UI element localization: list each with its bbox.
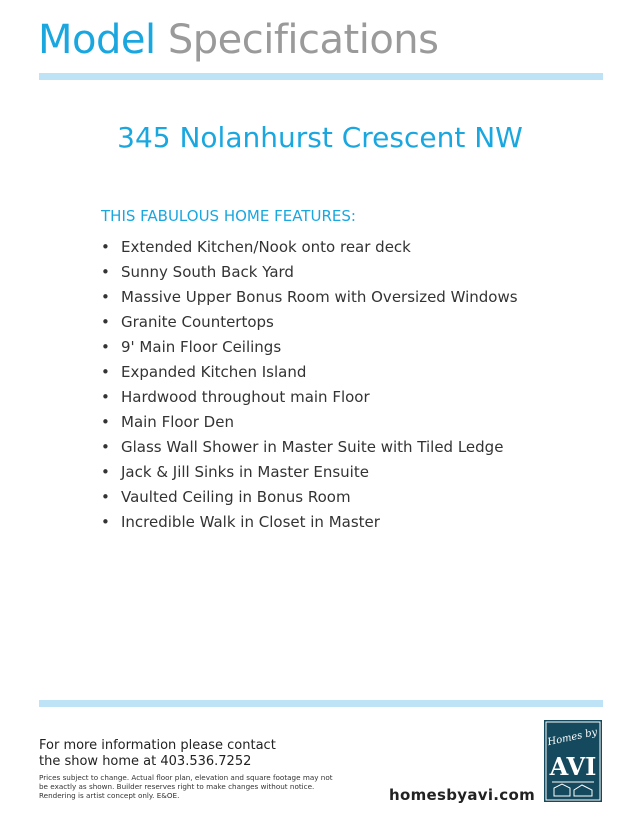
bullet-icon: •	[101, 513, 110, 531]
website-link[interactable]: homesbyavi.com	[389, 786, 535, 804]
logo-graphic	[544, 720, 602, 802]
feature-item	[101, 310, 518, 335]
contact-phone-line: the show home at 403.536.7252	[39, 754, 252, 769]
feature-text: Main Floor Den	[121, 413, 234, 431]
svg-text:Homes by: Homes by	[546, 726, 599, 749]
feature-item	[101, 285, 518, 310]
feature-item	[101, 385, 518, 410]
features-list	[101, 235, 518, 535]
bullet-icon: •	[101, 263, 110, 281]
contact-info	[39, 738, 276, 770]
property-address: 345 Nolanhurst Crescent NW	[117, 121, 523, 154]
feature-text: Massive Upper Bonus Room with Oversized Windows	[121, 288, 518, 306]
bullet-icon: •	[101, 238, 110, 256]
title-word-specifications: Specifications	[167, 17, 439, 63]
feature-item	[101, 335, 518, 360]
bullet-icon: •	[101, 363, 110, 381]
bullet-icon: •	[101, 338, 110, 356]
features-heading: THIS FABULOUS HOME FEATURES:	[101, 207, 356, 225]
feature-text: Glass Wall Shower in Master Suite with Tiled Ledge	[121, 438, 504, 456]
feature-item	[101, 260, 518, 285]
feature-item	[101, 410, 518, 435]
footer-divider	[39, 700, 603, 707]
bullet-icon: •	[101, 438, 110, 456]
disclaimer-text: Prices subject to change. Actual floor plan, elevation and square footage may not be exactly as shown. Builder reserves right to make changes without notice. Rendering is artist concept only. E&OE.	[39, 773, 333, 800]
feature-item	[101, 510, 518, 535]
feature-text: Vaulted Ceiling in Bonus Room	[121, 488, 351, 506]
bullet-icon: •	[101, 488, 110, 506]
feature-item	[101, 235, 518, 260]
feature-item	[101, 435, 518, 460]
bullet-icon: •	[101, 388, 110, 406]
bullet-icon: •	[101, 463, 110, 481]
bullet-icon: •	[101, 313, 110, 331]
contact-line: For more information please contact	[39, 738, 276, 753]
page-title	[38, 14, 438, 66]
feature-text: Extended Kitchen/Nook onto rear deck	[121, 238, 411, 256]
feature-item	[101, 360, 518, 385]
feature-text: Jack & Jill Sinks in Master Ensuite	[121, 463, 369, 481]
feature-text: Granite Countertops	[121, 313, 274, 331]
feature-text: Hardwood throughout main Floor	[121, 388, 370, 406]
bullet-icon: •	[101, 413, 110, 431]
feature-item	[101, 485, 518, 510]
homes-by-avi-logo	[544, 720, 602, 802]
feature-item	[101, 460, 518, 485]
header-divider	[39, 73, 603, 80]
feature-text: 9' Main Floor Ceilings	[121, 338, 282, 356]
feature-text: Incredible Walk in Closet in Master	[121, 513, 380, 531]
feature-text: Expanded Kitchen Island	[121, 363, 307, 381]
feature-text: Sunny South Back Yard	[121, 263, 294, 281]
bullet-icon: •	[101, 288, 110, 306]
svg-text:AVI: AVI	[549, 752, 597, 781]
title-word-model: Model	[38, 17, 156, 63]
